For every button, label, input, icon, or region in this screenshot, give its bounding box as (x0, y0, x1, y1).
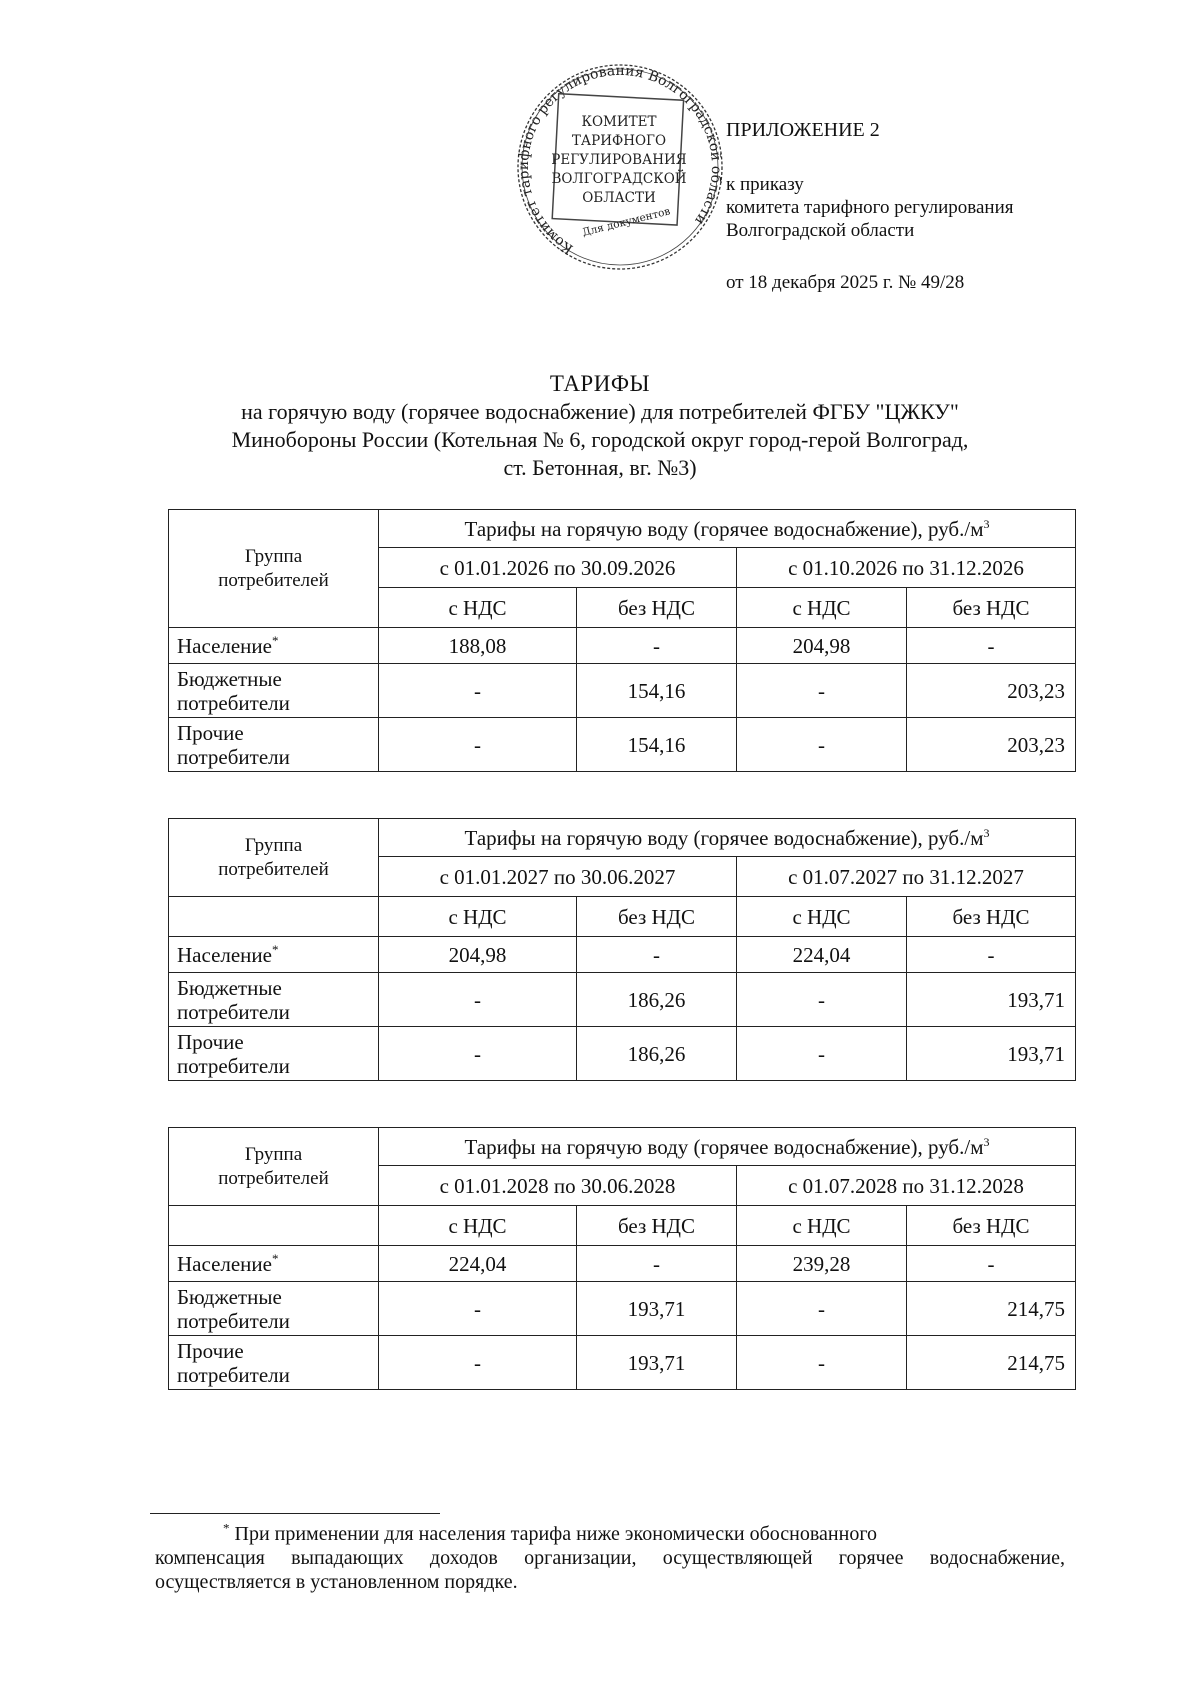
svg-text:РЕГУЛИРОВАНИЯ: РЕГУЛИРОВАНИЯ (551, 152, 687, 168)
value-cell: - (737, 1336, 907, 1390)
value-cell: 224,04 (379, 1246, 577, 1282)
value-cell: 193,71 (577, 1282, 737, 1336)
group-header: Группа потребителей (169, 510, 379, 628)
value-cell: - (737, 718, 907, 772)
value-cell: - (379, 718, 577, 772)
table-row (169, 1282, 1076, 1336)
table-row (169, 973, 1076, 1027)
row-label-population: Население* (169, 937, 379, 973)
group-header: Группа потребителей (169, 819, 379, 897)
row-label-other: Прочие потребители (169, 718, 379, 772)
value-cell: - (907, 1246, 1076, 1282)
table-row (169, 718, 1076, 772)
table-row (169, 664, 1076, 718)
value-cell: 204,98 (379, 937, 577, 973)
table-row (169, 1336, 1076, 1390)
without-vat-header: без НДС (577, 1206, 737, 1246)
value-cell: - (737, 664, 907, 718)
value-cell: - (737, 1027, 907, 1081)
value-cell: 193,71 (907, 1027, 1076, 1081)
footnote-line-2: компенсация выпадающих доходов организации, осуществляющей горячее (155, 1547, 904, 1569)
table-row (169, 1027, 1076, 1081)
value-cell: - (907, 628, 1076, 664)
value-cell: 154,16 (577, 664, 737, 718)
annex-line-3: Волгоградской области (726, 219, 915, 241)
tariff-header: Тарифы на горячую воду (горячее водоснабжение), $руб./м^3$ (379, 510, 1076, 548)
row-label-budget: Бюджетные потребители (169, 1282, 379, 1336)
value-cell: - (379, 664, 577, 718)
value-cell: 193,71 (907, 973, 1076, 1027)
row-label-budget: Бюджетные потребители (169, 973, 379, 1027)
document-subtitle-2: Минобороны России (Котельная № 6, городской округ город-герой Волгоград, (231, 427, 969, 452)
svg-text:ВОЛГОГРАДСКОЙ: ВОЛГОГРАДСКОЙ (551, 171, 687, 187)
value-cell: 204,98 (737, 628, 907, 664)
value-cell: 154,16 (577, 718, 737, 772)
empty-cell (169, 1206, 379, 1246)
value-cell: 239,28 (737, 1246, 907, 1282)
annex-title: ПРИЛОЖЕНИЕ 2 (726, 119, 880, 141)
period-2: с 01.07.2027 по 31.12.2027 (737, 857, 1076, 897)
without-vat-header: без НДС (907, 588, 1076, 628)
tariff-table-2028 (168, 1127, 1076, 1390)
value-cell: 224,04 (737, 937, 907, 973)
value-cell: - (379, 1027, 577, 1081)
row-label-other: Прочие потребители (169, 1336, 379, 1390)
empty-cell (169, 897, 379, 937)
without-vat-header: без НДС (577, 897, 737, 937)
annex-line-1: к приказу (726, 174, 804, 195)
value-cell: - (577, 937, 737, 973)
value-cell: - (907, 937, 1076, 973)
tariff-table-2027 (168, 818, 1076, 1081)
svg-text:ОБЛАСТИ: ОБЛАСТИ (582, 190, 656, 206)
table-row (169, 937, 1076, 973)
value-cell: - (379, 973, 577, 1027)
value-cell: 214,75 (907, 1336, 1076, 1390)
footnote-marker: * (223, 1520, 230, 1536)
footnote (155, 1522, 1065, 1594)
with-vat-header: с НДС (737, 1206, 907, 1246)
svg-text:Для документов: Для документов (581, 205, 672, 239)
value-cell: 186,26 (577, 973, 737, 1027)
row-label-population: Население* (169, 1246, 379, 1282)
annex-line-2: комитета тарифного регулирования (726, 196, 1014, 218)
value-cell: - (737, 1282, 907, 1336)
without-vat-header: без НДС (577, 588, 737, 628)
table-row (169, 1246, 1076, 1282)
official-stamp (515, 62, 725, 272)
period-2: с 01.10.2026 по 31.12.2026 (737, 548, 1076, 588)
with-vat-header: с НДС (379, 1206, 577, 1246)
document-title-block (100, 370, 1100, 482)
value-cell: 203,23 (907, 718, 1076, 772)
tariff-header: Тарифы на горячую воду (горячее водоснабжение), $руб./м^3$ (379, 819, 1076, 857)
document-subtitle-3: ст. Бетонная, вг. №3) (503, 455, 697, 480)
value-cell: - (379, 1336, 577, 1390)
with-vat-header: с НДС (379, 588, 577, 628)
document-subtitle-1: на горячую воду (горячее водоснабжение) для потребителей ФГБУ "ЦЖКУ" (241, 399, 959, 424)
value-cell: 203,23 (907, 664, 1076, 718)
value-cell: 186,26 (577, 1027, 737, 1081)
with-vat-header: с НДС (737, 897, 907, 937)
tariff-header: Тарифы на горячую воду (горячее водоснабжение), $руб./м^3$ (379, 1128, 1076, 1166)
annex-header (726, 118, 1014, 295)
svg-text:ТАРИФНОГО: ТАРИФНОГО (571, 133, 667, 149)
svg-text:КОМИТЕТ: КОМИТЕТ (581, 114, 657, 130)
value-cell: 214,75 (907, 1282, 1076, 1336)
table-row (169, 628, 1076, 664)
value-cell: 188,08 (379, 628, 577, 664)
footnote-line-3: водоснабжение, осуществляется в установленном порядке. (155, 1547, 1065, 1593)
group-header: Группа потребителей (169, 1128, 379, 1206)
value-cell: - (379, 1282, 577, 1336)
value-cell: 193,71 (577, 1336, 737, 1390)
value-cell: - (737, 973, 907, 1027)
period-1: с 01.01.2026 по 30.09.2026 (379, 548, 737, 588)
footnote-separator (150, 1513, 440, 1514)
row-label-other: Прочие потребители (169, 1027, 379, 1081)
value-cell: - (577, 628, 737, 664)
period-1: с 01.01.2028 по 30.06.2028 (379, 1166, 737, 1206)
document-title: ТАРИФЫ (549, 371, 651, 396)
period-1: с 01.01.2027 по 30.06.2027 (379, 857, 737, 897)
row-label-population: Население* (169, 628, 379, 664)
with-vat-header: с НДС (379, 897, 577, 937)
annex-date: от 18 декабря 2025 г. № 49/28 (726, 272, 965, 294)
without-vat-header: без НДС (907, 897, 1076, 937)
without-vat-header: без НДС (907, 1206, 1076, 1246)
footnote-line-1: При применении для населения тарифа ниже экономически обоснованного (234, 1523, 878, 1545)
with-vat-header: с НДС (737, 588, 907, 628)
row-label-budget: Бюджетные потребители (169, 664, 379, 718)
tariff-table-2026 (168, 509, 1076, 772)
period-2: с 01.07.2028 по 31.12.2028 (737, 1166, 1076, 1206)
svg-text:Комитет тарифного регулировани: Комитет тарифного регулирования Волгоградской области (515, 62, 725, 257)
value-cell: - (577, 1246, 737, 1282)
